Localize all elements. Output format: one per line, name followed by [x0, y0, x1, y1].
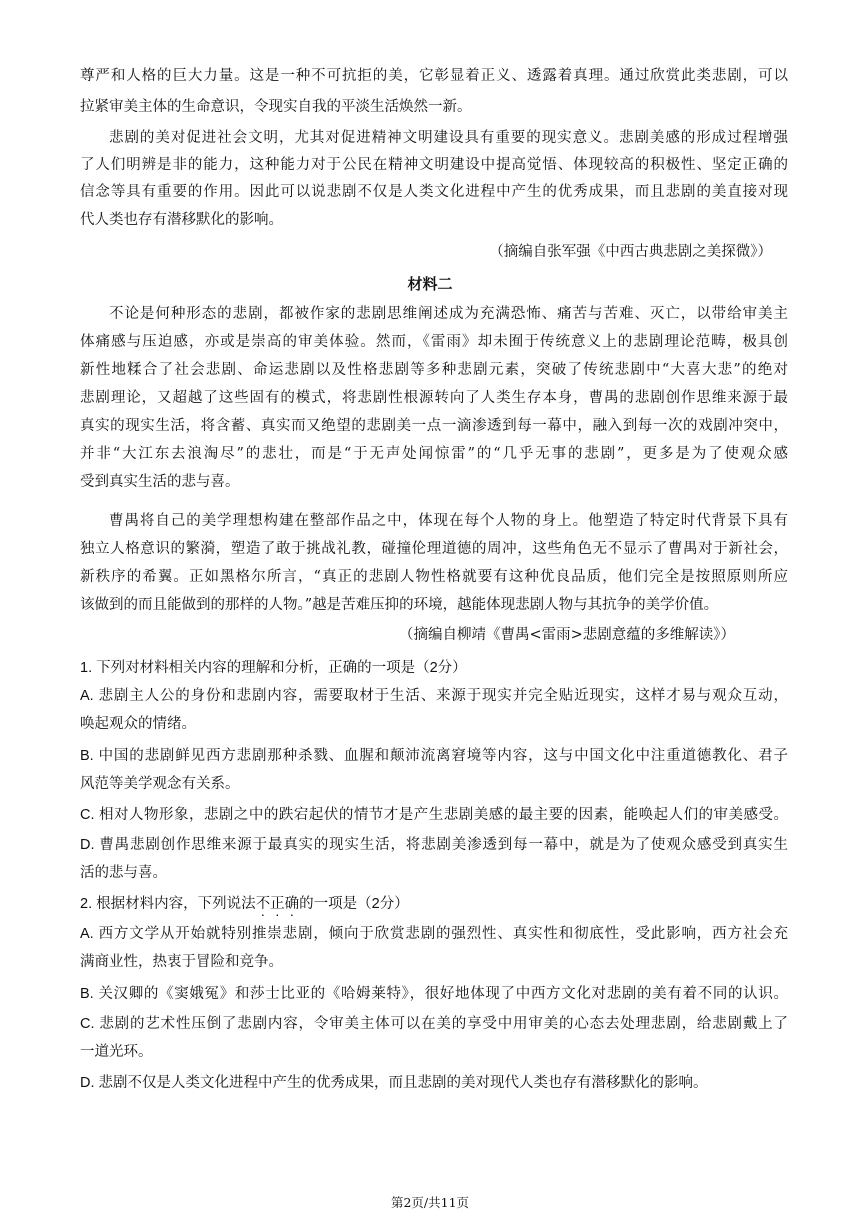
text-line: 真实的现实生活，将含蓄、真实而又绝望的悲剧美一点一滴渗透到每一幕中，融入到每一次的戏剧冲突中， — [80, 418, 788, 434]
text-line: 了人们明辨是非的能力，这种能力对于公民在精神文明建设中提高觉悟、体现较高的积极性、坚定正确的 — [80, 157, 788, 173]
emphasis-char: 不 — [255, 896, 271, 912]
question-stem — [80, 895, 788, 914]
text-line: 并非“大江东去浪淘尽”的悲壮，而是“于无声处闻惊雷”的“几乎无事的悲剧”，更多是为了使观众感 — [80, 446, 788, 462]
text-line: 信念等具有重要的作用。因此可以说悲剧不仅是人类文化进程中产生的优秀成果，而且悲剧的美直接对现 — [80, 184, 788, 200]
text-line: 独立人格意识的繁漪，塑造了敢于挑战礼教，碰撞伦理道德的周冲，这些角色无不显示了曹禺对于新社会， — [80, 541, 788, 557]
text-line: 曹禺将自己的美学理想构建在整部作品之中，体现在每个人物的身上。他塑造了特定时代背景下具有 — [109, 513, 788, 529]
text-line: 不论是何种形态的悲剧，都被作家的悲剧思维阐述成为充满恐怖、痛苦与苦难、灭亡，以带给审美主 — [109, 306, 788, 322]
source-citation: （摘编自柳靖《曹禺<雷雨>悲剧意蕴的多维解读》） — [398, 627, 735, 643]
option-d: 活的悲与喜。 — [80, 865, 167, 881]
option-b: 风范等美学观念有关系。 — [80, 776, 240, 792]
emphasis-char: 正 — [270, 896, 285, 912]
option-b: B. 关汉卿的《窦娥冤》和莎士比亚的《哈姆莱特》，很好地体现了中西方文化对悲剧的美有着不同的认识。 — [80, 986, 788, 1002]
text-line: 新秩序的希翼。正如黑格尔所言，“真正的悲剧人物性格就要有这种优良品质，他们完全是按照原则所应 — [80, 569, 788, 585]
text-line: 体痛感与压迫感，亦或是崇高的审美体验。然而，《雷雨》却未囿于传统意义上的悲剧理论范畴，极具创 — [80, 334, 788, 350]
text-line: 拉紧审美主体的生命意识，令现实自我的平淡生活焕然一新。 — [80, 99, 472, 115]
text-line: 悲剧理论，又超越了这些固有的模式，将悲剧性根源转向了人类生存本身，曹禺的悲剧创作思维来源于最 — [80, 390, 788, 406]
emphasis-char: 确 — [284, 896, 300, 912]
page-number: 第2页/共11页 — [390, 1195, 470, 1210]
option-b: B. 中国的悲剧鲜见西方悲剧那种杀戮、血腥和颠沛流离窘境等内容，这与中国文化中注重道德教化、君子 — [80, 748, 788, 764]
option-d: D. 悲剧不仅是人类文化进程中产生的优秀成果，而且悲剧的美对现代人类也存有潜移默化的影响。 — [80, 1075, 708, 1091]
text-line: 新性地糅合了社会悲剧、命运悲剧以及性格悲剧等多种悲剧元素，突破了传统悲剧中“大喜大悲”的绝对 — [80, 362, 788, 378]
text-line: 受到真实生活的悲与喜。 — [80, 474, 240, 490]
stem-text: 2. 根据材料内容，下列说法 — [80, 896, 256, 912]
stem-text: 的一项是（2分） — [299, 896, 409, 912]
option-a: A. 悲剧主人公的身份和悲剧内容，需要取材于生活、来源于现实并完全贴近现实，这样才易与观众互动， — [80, 688, 788, 704]
section-heading: 材料二 — [407, 275, 453, 293]
text-line: 该做到的而且能做到的那样的人物。”越是苦难压抑的环境，越能体现悲剧人物与其抗争的美学价值。 — [80, 597, 719, 613]
option-a: 满商业性，热衷于冒险和竞争。 — [80, 954, 283, 970]
option-a: A. 西方文学从开始就特别推崇悲剧，倾向于欣赏悲剧的强烈性、真实性和彻底性，受此影响，西方社会充 — [80, 926, 788, 942]
option-a: 唤起观众的情绪。 — [80, 716, 196, 732]
option-c: 一道光环。 — [80, 1044, 153, 1060]
text-line: 代人类也存有潜移默化的影响。 — [80, 212, 283, 228]
option-c: C. 相对人物形象，悲剧之中的跌宕起伏的情节才是产生悲剧美感的最主要的因素，能唤起人们的审美感受。 — [80, 807, 788, 823]
option-d: D. 曹禺悲剧创作思维来源于最真实的现实生活，将悲剧美渗透到每一幕中，就是为了使观众感受到真实生 — [80, 837, 788, 853]
source-citation: （摘编自张军强《中西古典悲剧之美探微》） — [489, 244, 772, 260]
question-stem: 1. 下列对材料相关内容的理解和分析，正确的一项是（2分） — [80, 660, 467, 676]
text-line: 尊严和人格的巨大力量。这是一种不可抗拒的美，它彰显着正义、透露着真理。通过欣赏此类悲剧，可以 — [80, 68, 788, 84]
text-line: 悲剧的美对促进社会文明，尤其对促进精神文明建设具有重要的现实意义。悲剧美感的形成过程增强 — [109, 130, 788, 146]
option-c: C. 悲剧的艺术性压倒了悲剧内容，令审美主体可以在美的享受中用审美的心态去处理悲剧，给悲剧戴上了 — [80, 1016, 788, 1032]
